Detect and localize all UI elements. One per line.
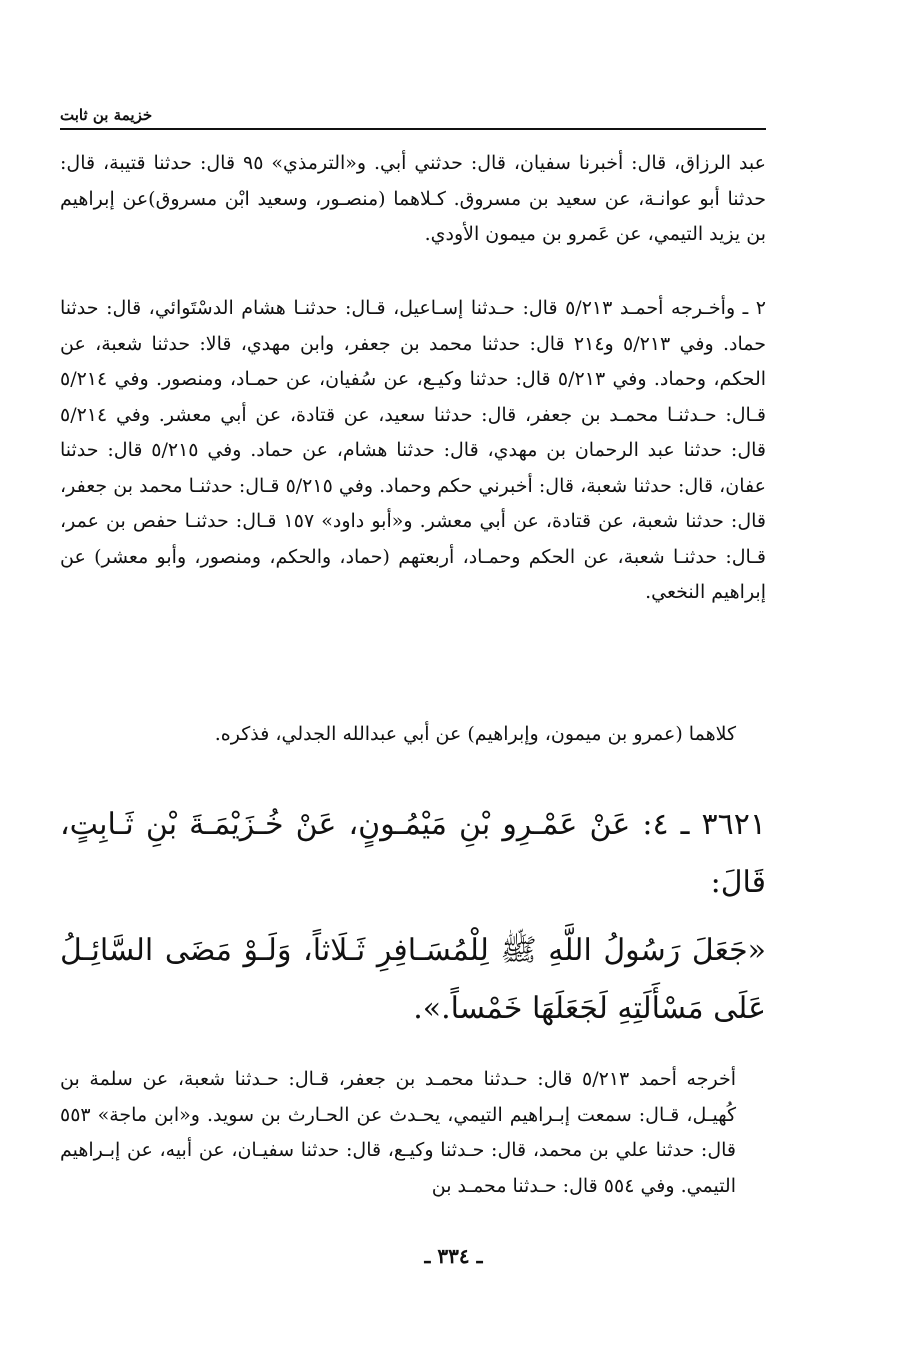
header-title: خزيمة بن ثابت [60,106,153,124]
footnote-paragraph-3: كلاهما (عمرو بن ميمون، وإبراهيم) عن أبي عبدالله الجدلي، فذكره. [214,723,736,745]
footnote-paragraph-bottom: أخرجه أحمد ٥/٢١٣ قال: حـدثنا محمـد بن جعفر، قـال: حـدثنا شعبة، عن سلمة بن كُهيـل، قـال: سمعت إبـراهيم التيمي، يحـدث عن الحـارث بن سويد. و«ابن ماجة» ٥٥٣ قال: حدثنا علي بن محمد، قال: حـدثنا وكيـع، قال: حدثنا سفيـان، عن أبيه، عن إبـراهيم التيمي. وفي ٥٥٤ قال: حـدثنا محمـد بن [60,1068,736,1197]
footnote-paragraph-2: ٢ ـ وأخـرجه أحمـد ٥/٢١٣ قال: حـدثنا إسـاعيل، قـال: حدثنـا هشام الدسْتَوائي، قال: حدثنا حماد. وفي ٥/٢١٣ و٢١٤ قال: حدثنا محمد بن جعفر، وابن مهدي، قالا: حدثنا شعبة، عن الحكم، وحماد. وفي ٥/٢١٣ قال: حدثنا وكيـع، عن سُفيان، عن حمـاد، ومنصور. وفي ٥/٢١٤ قـال: حـدثنـا محمـد بن جعفر، قال: حدثنا سعيد، عن قتادة، عن أبي معشر. وفي ٥/٢١٤ قال: حدثنا عبد الرحمان بن مهدي، قال: حدثنا هشام، عن حماد. وفي ٥/٢١٥ قال: حدثنا عفان، قال: حدثنا شعبة، قال: أخبرني حكم وحماد. وفي ٥/٢١٥ قـال: حدثنـا محمد بن جعفر، قال: حدثنا شعبة، عن قتادة، عن أبي معشر. و«أبو داود» ١٥٧ قـال: حدثنـا حفص بن عمر، قـال: حدثنـا شعبة، عن الحكم وحمـاد، أربعتهم (حماد، والحكم، ومنصور، وأبو معشر) عن إبراهيم النخعي. [60,297,767,603]
hadith-heading: ٣٦٢١ ـ ٤: عَنْ عَمْـرِو بْنِ مَيْمُـونٍ، عَنْ خُـزَيْمَـةَ بْنِ ثَـابِتٍ، قَالَ: [60,807,766,900]
running-header [60,102,766,130]
hadith-text: «جَعَلَ رَسُولُ اللَّهِ ﷺ لِلْمُسَـافِرِ ثَـلَاثاً، وَلَـوْ مَضَى السَّائِـلُ عَلَى مَسْأَلَتِهِ لَجَعَلَهَا خَمْساً.». [60,933,766,1026]
footnote-paragraph-1: عبد الرزاق، قال: أخبرنا سفيان، قال: حدثني أبي. و«الترمذي» ٩٥ قال: حدثنا قتيبة، قال: حدثنا أبو عوانـة، عن سعيد بن مسروق. كـلاهما (منصـور، وسعيد ابْن مسروق)عن إبراهيم بن يزيد التيمي، عن عَمرو بن ميمون الأودي. [60,152,766,245]
footnote-block-bottom [60,1062,766,1204]
page-number: ـ ٣٣٤ ـ [424,1244,483,1268]
footnote-block-top [60,146,766,253]
hadith-block [60,796,766,1038]
footnote-block-2 [60,291,766,611]
footnote-block-3 [60,717,766,753]
